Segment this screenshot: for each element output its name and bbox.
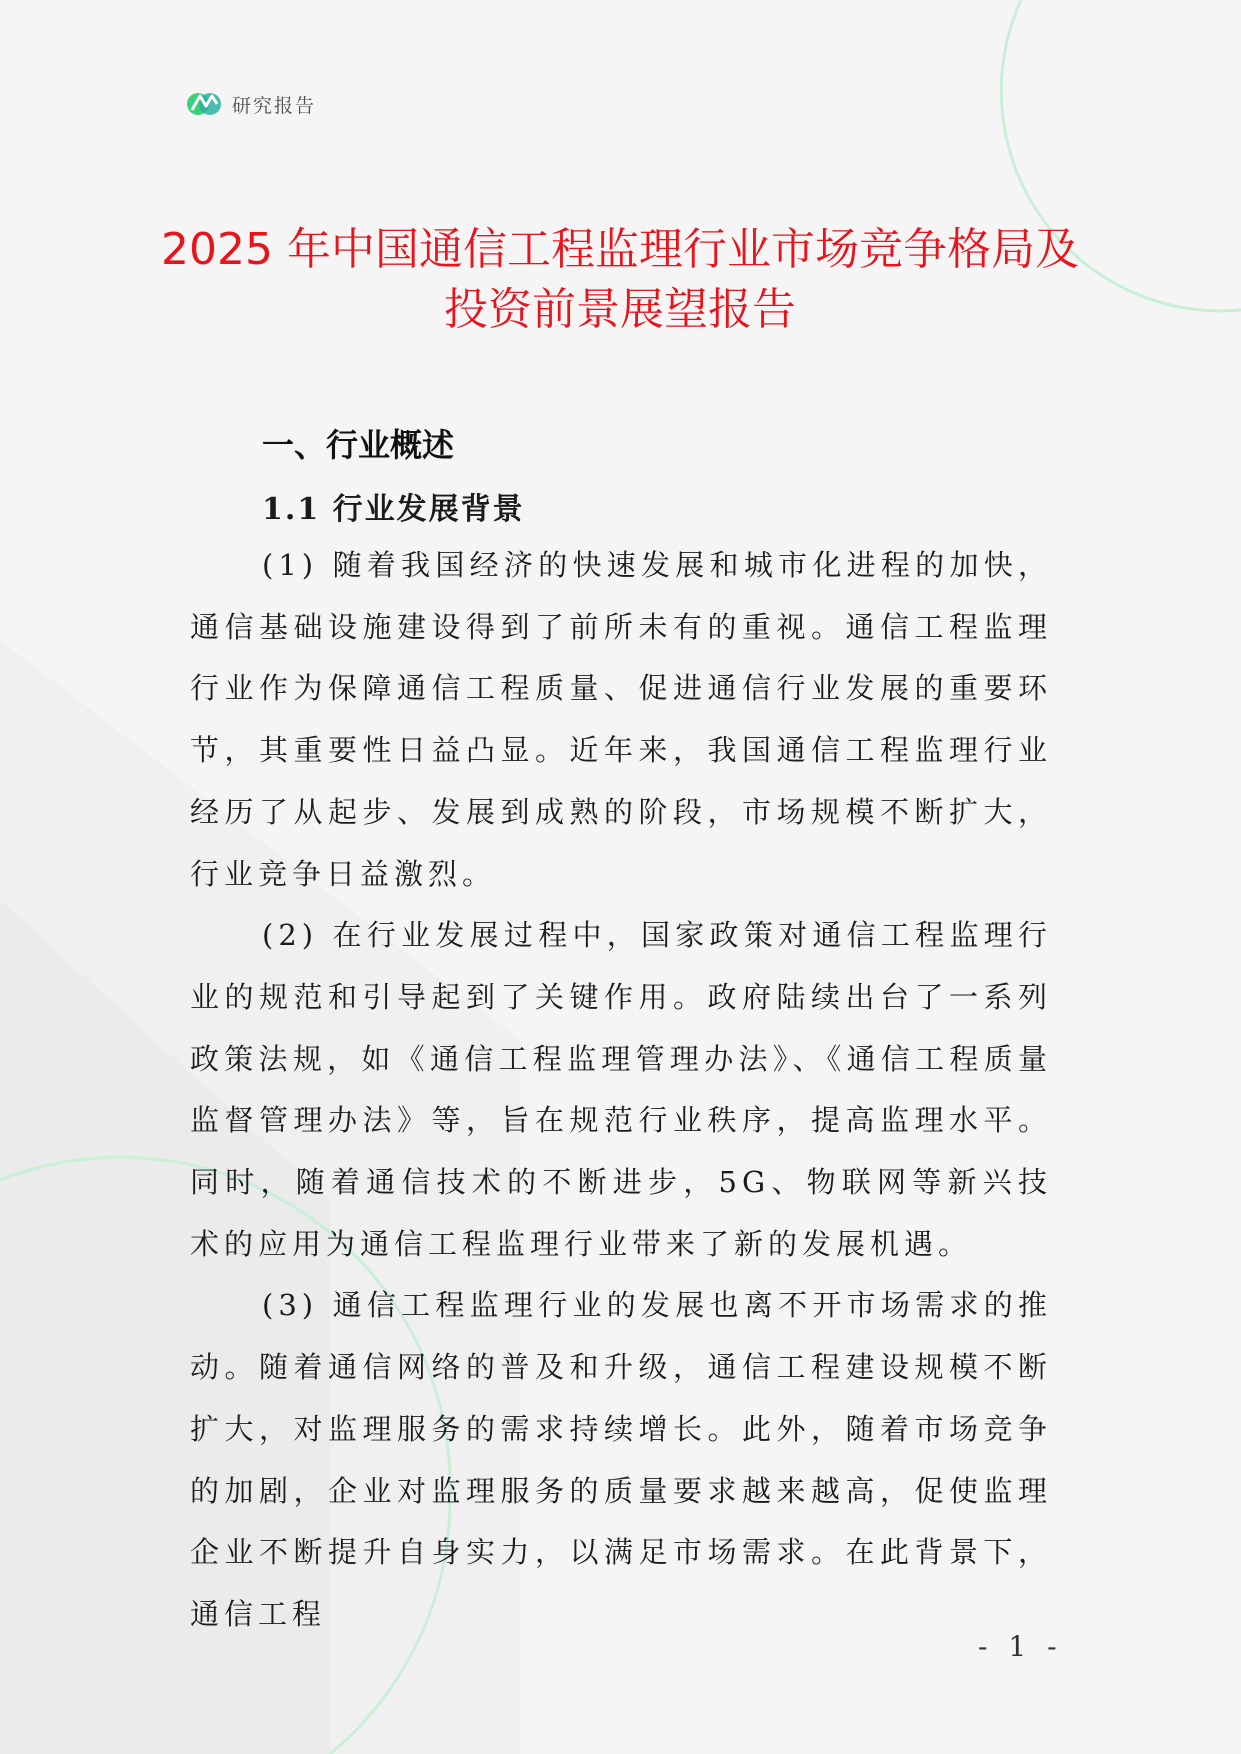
brand-label: 研究报告 — [232, 94, 317, 117]
paragraph-2: (2) 在行业发展过程中，国家政策对通信工程监理行业的规范和引导起到了关键作用。政府陆续出台了一系列政策法规，如《通信工程监理管理办法》、《通信工程质量监督管理办法》等，旨在规范行业秩序，提高监理水平。同时，随着通信技术的不断进步，5G、物联网等新兴技术的应用为通信工程监理行业带来了新的发展机遇。 — [190, 918, 1052, 1261]
paragraph-1: (1) 随着我国经济的快速发展和城市化进程的加快，通信基础设施建设得到了前所未有的重视。通信工程监理行业作为保障通信工程质量、促进通信行业发展的重要环节，其重要性日益凸显。近年来，我国通信工程监理行业经历了从起步、发展到成熟的阶段，市场规模不断扩大，行业竞争日益激烈。 — [190, 548, 1052, 891]
subsection-heading: 1.1 行业发展背景 — [262, 492, 525, 527]
paragraph-3: (3) 通信工程监理行业的发展也离不开市场需求的推动。随着通信网络的普及和升级，通信工程建设规模不断扩大，对监理服务的需求持续增长。此外，随着市场竞争的加剧，企业对监理服务的质量要求越来越高，促使监理企业不断提升自身实力，以满足市场需求。在此背景下，通信工程 — [190, 1288, 1052, 1631]
section-heading: 一、行业概述 — [262, 426, 455, 464]
report-header — [186, 88, 316, 120]
page-number: - 1 - — [978, 1630, 1063, 1663]
brand-logo-icon — [186, 88, 222, 120]
report-title: 2025 年中国通信工程监理行业市场竞争格局及投资前景展望报告 — [161, 224, 1079, 335]
body-text — [190, 535, 1052, 1646]
